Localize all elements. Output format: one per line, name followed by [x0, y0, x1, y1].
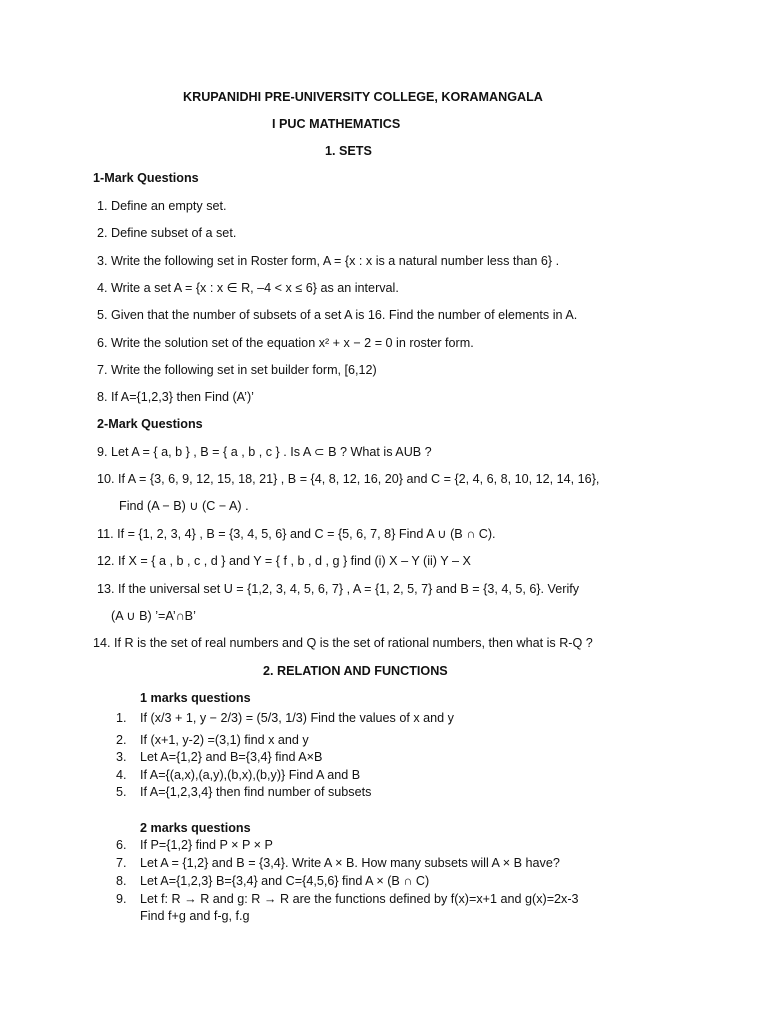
sets-q14: 14. If R is the set of real numbers and Q is the set of rational numbers, then what is R-Q ?	[93, 636, 593, 650]
chapter-1-title: 1. SETS	[325, 144, 372, 158]
sets-one-mark-heading: 1-Mark Questions	[93, 171, 199, 185]
chapter-2-title: 2. RELATION AND FUNCTIONS	[263, 664, 448, 678]
subject-title: I PUC MATHEMATICS	[272, 117, 401, 131]
sets-q5: 5. Given that the number of subsets of a set A is 16. Find the number of elements in A.	[97, 308, 578, 322]
item-number: 3.	[116, 750, 127, 764]
item-text: If (x+1, y-2) =(3,1) find x and y	[140, 733, 309, 747]
item-text: Let A={1,2,3} B={3,4} and C={4,5,6} find A × (B ∩ C)	[140, 874, 430, 888]
item-number: 2.	[116, 733, 127, 747]
sets-q3: 3. Write the following set in Roster form, A = {x : x is a natural number less than 6} .	[97, 254, 560, 268]
item-text: Let A = {1,2} and B = {3,4}. Write A × B. How many subsets will A × B have?	[140, 856, 560, 870]
sets-q10-line1: 10. If A = {3, 6, 9, 12, 15, 18, 21} , B = {4, 8, 12, 16, 20} and C = {2, 4, 6, 8, 10, 12, 14, 16},	[97, 472, 600, 486]
item-number: 4.	[116, 768, 127, 782]
sets-q11: 11. If = {1, 2, 3, 4} , B = {3, 4, 5, 6} and C = {5, 6, 7, 8} Find A ∪ (B ∩ C).	[97, 527, 496, 541]
sets-q7: 7. Write the following set in set builder form, [6,12)	[97, 363, 377, 377]
item-number: 9.	[116, 892, 127, 906]
relations-one-mark-heading: 1 marks questions	[140, 691, 251, 705]
sets-q8: 8. If A={1,2,3} then Find (A’)’	[97, 390, 254, 404]
item-text: If A={(a,x),(a,y),(b,x),(b,y)} Find A and B	[140, 768, 361, 782]
item-text: If (x/3 + 1, y − 2/3) = (5/3, 1/3) Find the values of x and y	[140, 711, 454, 725]
item-number: 6.	[116, 838, 127, 852]
sets-q12: 12. If X = { a , b , c , d } and Y = { f , b , d , g } find (i) X – Y (ii) Y – X	[97, 554, 471, 568]
item-text: If P={1,2} find P × P × P	[140, 838, 273, 852]
sets-q9: 9. Let A = { a, b } , B = { a , b , c } . Is A ⊂ B ? What is AUB ?	[97, 445, 432, 459]
sets-two-mark-heading: 2-Mark Questions	[97, 417, 203, 431]
sets-q10-line2: Find (A − B) ∪ (C − A) .	[119, 499, 249, 513]
relations-two-mark-heading: 2 marks questions	[140, 821, 251, 835]
item-number: 7.	[116, 856, 127, 870]
college-name: KRUPANIDHI PRE-UNIVERSITY COLLEGE, KORAMANGALA	[183, 90, 543, 104]
sets-q13-line1: 13. If the universal set U = {1,2, 3, 4, 5, 6, 7} , A = {1, 2, 5, 7} and B = {3, 4, 5, 6}. Verify	[97, 582, 580, 596]
sets-q1: 1. Define an empty set.	[97, 199, 227, 213]
item-number: 5.	[116, 785, 127, 799]
sets-q13-line2: (A ∪ B) ’=A’∩B’	[111, 609, 196, 623]
item-text: Let f: R → R and g: R → R are the functions defined by f(x)=x+1 and g(x)=2x-3	[140, 892, 579, 906]
item-text: If A={1,2,3,4} then find number of subsets	[140, 785, 372, 799]
item-text: Let A={1,2} and B={3,4} find A×B	[140, 750, 323, 764]
sets-q4: 4. Write a set A = {x : x ∈ R, –4 < x ≤ 6} as an interval.	[97, 281, 399, 295]
item-text: Find f+g and f-g, f.g	[140, 909, 250, 923]
sets-q2: 2. Define subset of a set.	[97, 226, 237, 240]
sets-q6: 6. Write the solution set of the equation x² + x − 2 = 0 in roster form.	[97, 336, 474, 350]
item-number: 8.	[116, 874, 127, 888]
item-number: 1.	[116, 711, 127, 725]
